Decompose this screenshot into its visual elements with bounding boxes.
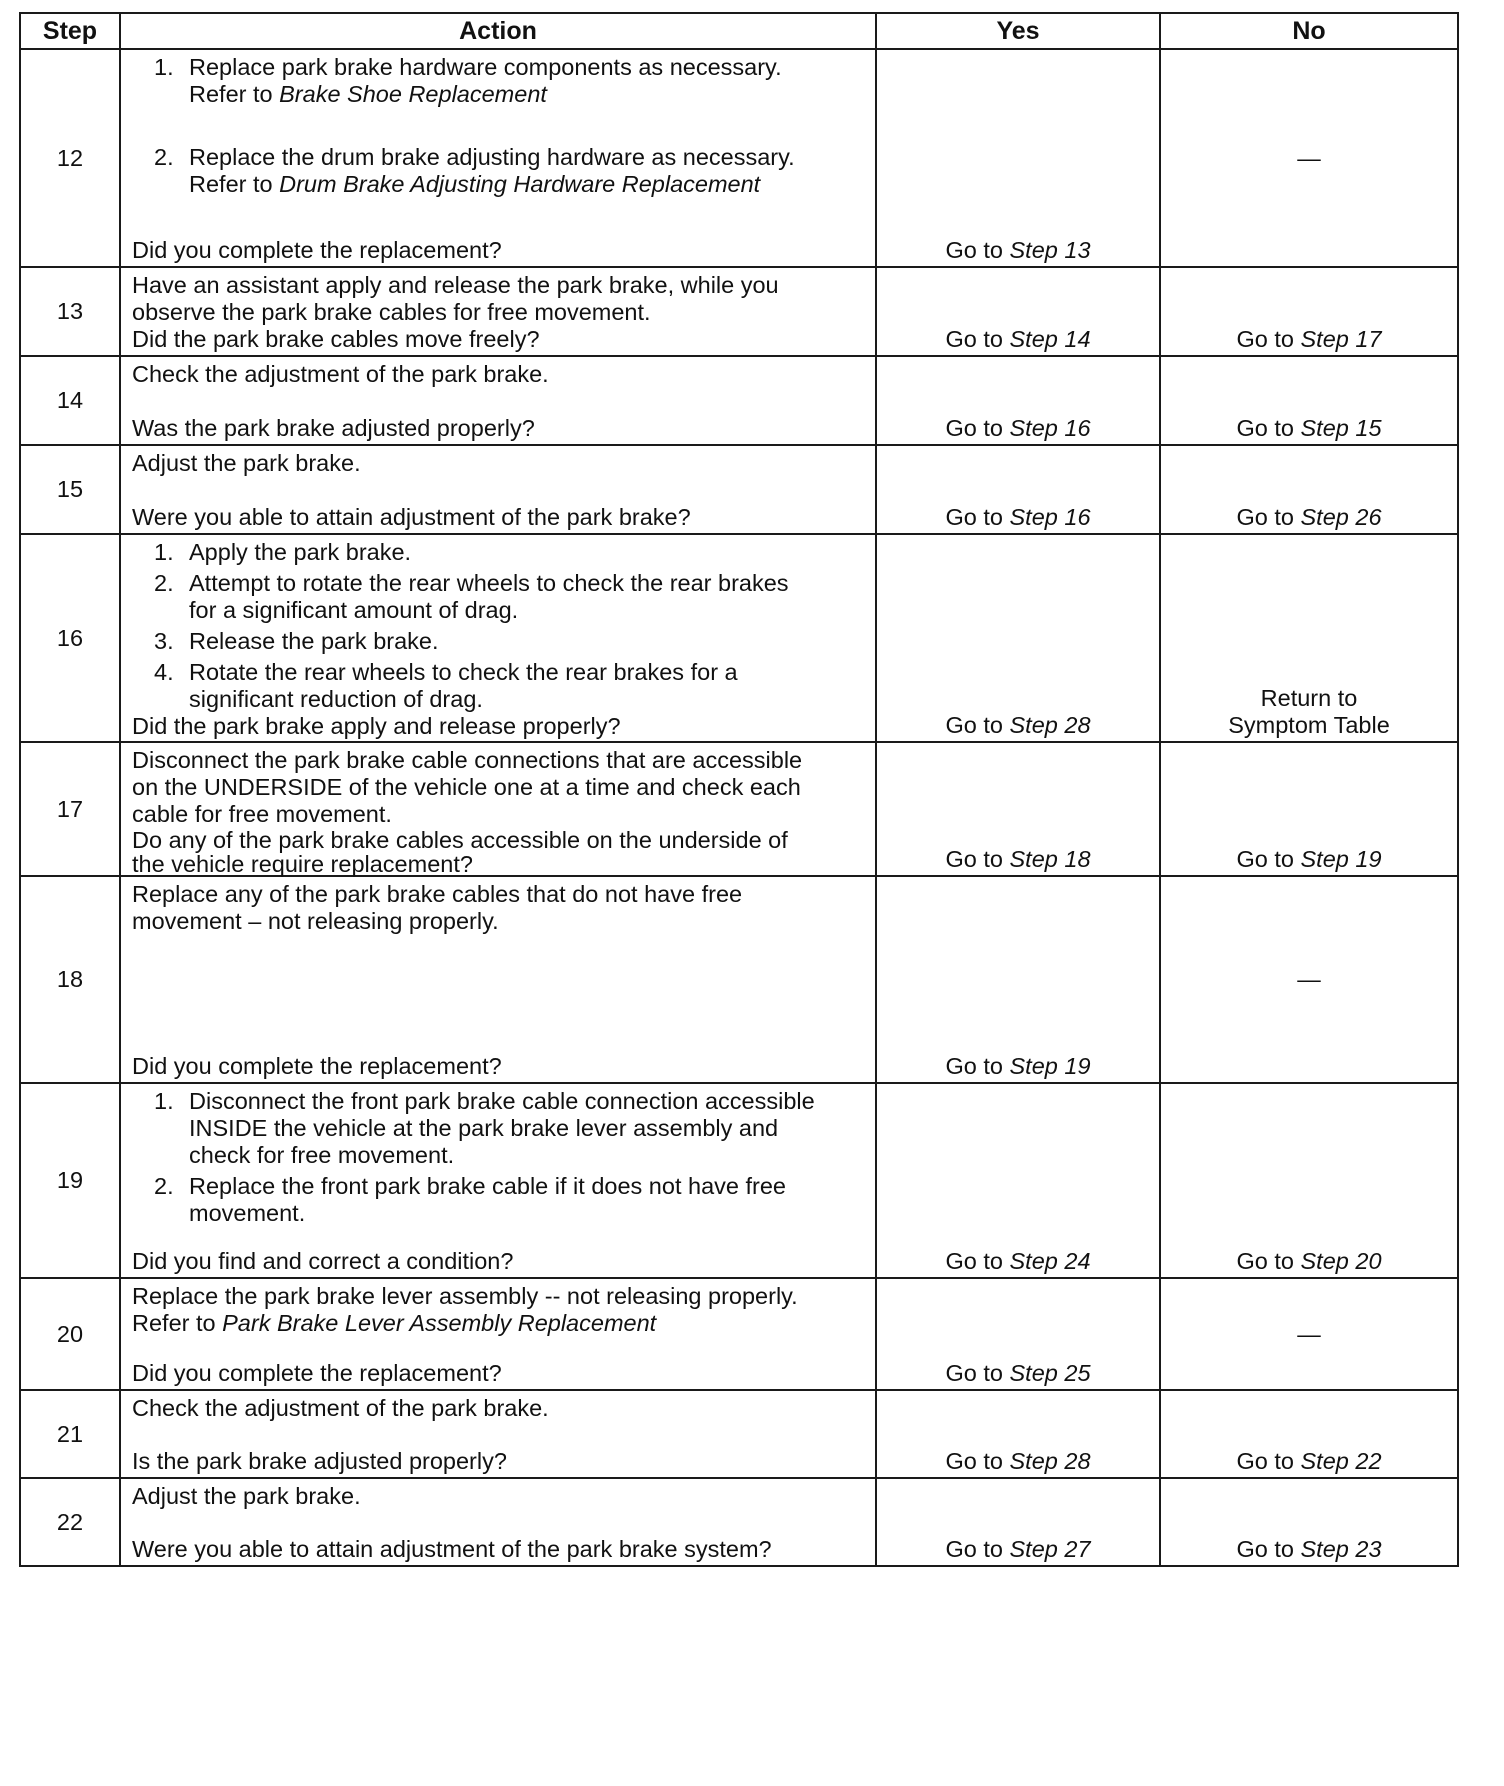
action-ref	[132, 1310, 861, 1337]
result-step: Step 15	[1300, 415, 1382, 441]
step-text: Apply the park brake.	[189, 539, 412, 565]
action-step	[132, 659, 861, 713]
action-question: Did you complete the replacement?	[132, 1053, 502, 1079]
step-text: movement.	[189, 1200, 306, 1226]
step-index: 1.	[154, 539, 174, 565]
action-question: Did you complete the replacement?	[132, 1360, 502, 1386]
table-row	[20, 267, 1458, 356]
step-index: 2.	[154, 570, 174, 596]
text-line: Replace any of the park brake cables that do not have free	[132, 881, 743, 907]
result-step: Step 19	[1300, 846, 1382, 872]
result-step: Step 16	[1009, 504, 1091, 530]
step-number: 21	[20, 1390, 120, 1478]
step-number: 15	[20, 445, 120, 534]
header-no: No	[1160, 13, 1458, 49]
result-step: Step 17	[1300, 326, 1382, 352]
step-number: 16	[20, 534, 120, 742]
result-step: Step 19	[1009, 1053, 1091, 1079]
result-prefix: Go to	[945, 415, 1010, 441]
table-row	[20, 49, 1458, 267]
yes-result	[876, 1478, 1160, 1566]
yes-result	[876, 1083, 1160, 1278]
yes-result	[876, 876, 1160, 1083]
action-cell	[120, 1083, 876, 1278]
action-question: Were you able to attain adjustment of the park brake?	[132, 504, 691, 530]
action-text	[132, 1279, 861, 1337]
ref-link-text: Park Brake Lever Assembly Replacement	[222, 1310, 657, 1336]
text-line: Adjust the park brake.	[132, 1483, 361, 1509]
result-prefix: Go to	[945, 846, 1010, 872]
no-result	[1160, 742, 1458, 876]
action-text	[132, 877, 861, 935]
ref-link-text: Drum Brake Adjusting Hardware Replacement	[279, 171, 761, 197]
step-number: 19	[20, 1083, 120, 1278]
step-text: Rotate the rear wheels to check the rear brakes for a	[189, 659, 738, 685]
action-question: Was the park brake adjusted properly?	[132, 415, 535, 441]
yes-result	[876, 1390, 1160, 1478]
action-text	[132, 743, 861, 828]
no-result	[1160, 1478, 1458, 1566]
step-index: 4.	[154, 659, 174, 685]
step-text: INSIDE the vehicle at the park brake lever assembly and	[189, 1115, 779, 1141]
no-result	[1160, 1083, 1458, 1278]
action-steps	[132, 1084, 861, 1227]
table-row	[20, 1278, 1458, 1390]
action-question: Did you complete the replacement?	[132, 237, 502, 263]
no-result: —	[1160, 49, 1458, 267]
step-number: 20	[20, 1278, 120, 1390]
result-prefix: Go to	[945, 1248, 1010, 1274]
action-step	[132, 628, 861, 655]
step-index: 3.	[154, 628, 174, 654]
result-prefix: Go to	[945, 1448, 1010, 1474]
action-question: Is the park brake adjusted properly?	[132, 1448, 507, 1474]
yes-result	[876, 267, 1160, 356]
action-steps	[132, 535, 861, 713]
no-result	[1160, 356, 1458, 445]
result-prefix: Go to	[945, 237, 1010, 263]
ref-prefix: Refer to	[132, 1310, 223, 1336]
action-question: Did the park brake cables move freely?	[132, 326, 540, 352]
no-result	[1160, 445, 1458, 534]
action-text	[132, 1391, 861, 1422]
text-line: on the UNDERSIDE of the vehicle one at a time and check each	[132, 774, 801, 800]
text-line: observe the park brake cables for free movement.	[132, 299, 651, 325]
table-row	[20, 534, 1458, 742]
result-step: Step 24	[1009, 1248, 1091, 1274]
step-text: for a significant amount of drag.	[189, 597, 519, 623]
no-result	[1160, 267, 1458, 356]
result-prefix: Go to	[1236, 504, 1301, 530]
step-index: 1.	[154, 1088, 174, 1114]
action-cell	[120, 356, 876, 445]
action-question: Did the park brake apply and release properly?	[132, 713, 621, 739]
result-step: Step 26	[1300, 504, 1382, 530]
table-row	[20, 876, 1458, 1083]
action-cell	[120, 267, 876, 356]
action-question	[132, 828, 861, 878]
action-question: Did you find and correct a condition?	[132, 1248, 514, 1274]
result-prefix: Go to	[1236, 326, 1301, 352]
action-cell	[120, 742, 876, 876]
header-row	[20, 13, 1458, 49]
yes-result	[876, 1278, 1160, 1390]
yes-result	[876, 445, 1160, 534]
step-text: Release the park brake.	[189, 628, 439, 654]
step-number: 22	[20, 1478, 120, 1566]
result-prefix: Go to	[1236, 1536, 1301, 1562]
result-step: Step 25	[1009, 1360, 1091, 1386]
yes-result	[876, 534, 1160, 742]
result-line: Return to	[1260, 685, 1358, 711]
ref-prefix: Refer to	[189, 171, 280, 197]
text-line: Have an assistant apply and release the park brake, while you	[132, 272, 779, 298]
step-number: 14	[20, 356, 120, 445]
header-action: Action	[120, 13, 876, 49]
result-prefix: Go to	[1236, 846, 1301, 872]
action-cell	[120, 1478, 876, 1566]
action-cell	[120, 49, 876, 267]
result-step: Step 13	[1009, 237, 1091, 263]
text-line: Check the adjustment of the park brake.	[132, 1395, 549, 1421]
no-result: —	[1160, 876, 1458, 1083]
step-ref	[189, 81, 861, 108]
table-row	[20, 445, 1458, 534]
action-text	[132, 357, 861, 388]
no-result	[1160, 1390, 1458, 1478]
step-text: Attempt to rotate the rear wheels to check the rear brakes	[189, 570, 789, 596]
step-text: Disconnect the front park brake cable connection accessible	[189, 1088, 815, 1114]
text-line: Adjust the park brake.	[132, 450, 361, 476]
action-cell	[120, 1390, 876, 1478]
step-number: 17	[20, 742, 120, 876]
result-prefix: Go to	[1236, 1448, 1301, 1474]
step-index: 2.	[154, 1173, 174, 1199]
step-number: 12	[20, 49, 120, 267]
table-row	[20, 356, 1458, 445]
text-line: movement – not releasing properly.	[132, 908, 499, 934]
result-prefix: Go to	[1236, 1248, 1301, 1274]
text-line: the vehicle require replacement?	[132, 851, 473, 877]
header-step: Step	[20, 13, 120, 49]
result-prefix: Go to	[1236, 415, 1301, 441]
result-prefix: Go to	[945, 1053, 1010, 1079]
result-prefix: Go to	[945, 326, 1010, 352]
result-step: Step 20	[1300, 1248, 1382, 1274]
text-line: Replace the park brake lever assembly -- not releasing properly.	[132, 1283, 798, 1309]
action-steps	[132, 50, 861, 206]
result-prefix: Go to	[945, 1360, 1010, 1386]
step-index: 2.	[154, 144, 174, 170]
step-index: 1.	[154, 54, 174, 80]
action-step	[132, 539, 861, 566]
result-prefix: Go to	[945, 1536, 1010, 1562]
result-step: Step 16	[1009, 415, 1091, 441]
result-step: Step 23	[1300, 1536, 1382, 1562]
action-step	[132, 54, 861, 108]
result-step: Step 28	[1009, 1448, 1091, 1474]
step-text: Replace the front park brake cable if it does not have free	[189, 1173, 786, 1199]
action-text	[132, 268, 861, 326]
action-step	[132, 570, 861, 624]
step-number: 13	[20, 267, 120, 356]
result-step: Step 28	[1009, 712, 1091, 738]
yes-result	[876, 49, 1160, 267]
step-text: significant reduction of drag.	[189, 686, 483, 712]
text-line: Disconnect the park brake cable connections that are accessible	[132, 747, 803, 773]
text-line: Check the adjustment of the park brake.	[132, 361, 549, 387]
yes-result	[876, 356, 1160, 445]
action-cell	[120, 876, 876, 1083]
action-cell	[120, 534, 876, 742]
result-step: Step 14	[1009, 326, 1091, 352]
result-prefix: Go to	[945, 712, 1010, 738]
table-row	[20, 1390, 1458, 1478]
step-text: Replace park brake hardware components as necessary.	[189, 54, 782, 80]
step-number: 18	[20, 876, 120, 1083]
table-row	[20, 742, 1458, 876]
action-text	[132, 446, 861, 477]
step-ref	[189, 171, 861, 198]
header-yes: Yes	[876, 13, 1160, 49]
result-step: Step 18	[1009, 846, 1091, 872]
action-cell	[120, 445, 876, 534]
yes-result	[876, 742, 1160, 876]
no-result: —	[1160, 1278, 1458, 1390]
text-line: Do any of the park brake cables accessible on the underside of	[132, 827, 788, 853]
action-question: Were you able to attain adjustment of the park brake system?	[132, 1536, 772, 1562]
step-text: check for free movement.	[189, 1142, 455, 1168]
action-cell	[120, 1278, 876, 1390]
result-prefix: Go to	[945, 504, 1010, 530]
ref-link-text: Brake Shoe Replacement	[279, 81, 547, 107]
result-step: Step 22	[1300, 1448, 1382, 1474]
action-step	[132, 1088, 861, 1169]
action-text	[132, 1479, 861, 1510]
table-row	[20, 1083, 1458, 1278]
no-result	[1160, 534, 1458, 742]
result-step: Step 27	[1009, 1536, 1091, 1562]
table-row	[20, 1478, 1458, 1566]
action-step	[132, 1173, 861, 1227]
step-text: Replace the drum brake adjusting hardware as necessary.	[189, 144, 795, 170]
ref-prefix: Refer to	[189, 81, 280, 107]
action-step	[132, 144, 861, 198]
diagnostic-table	[19, 12, 1459, 1567]
text-line: cable for free movement.	[132, 801, 392, 827]
result-line: Symptom Table	[1228, 712, 1390, 738]
